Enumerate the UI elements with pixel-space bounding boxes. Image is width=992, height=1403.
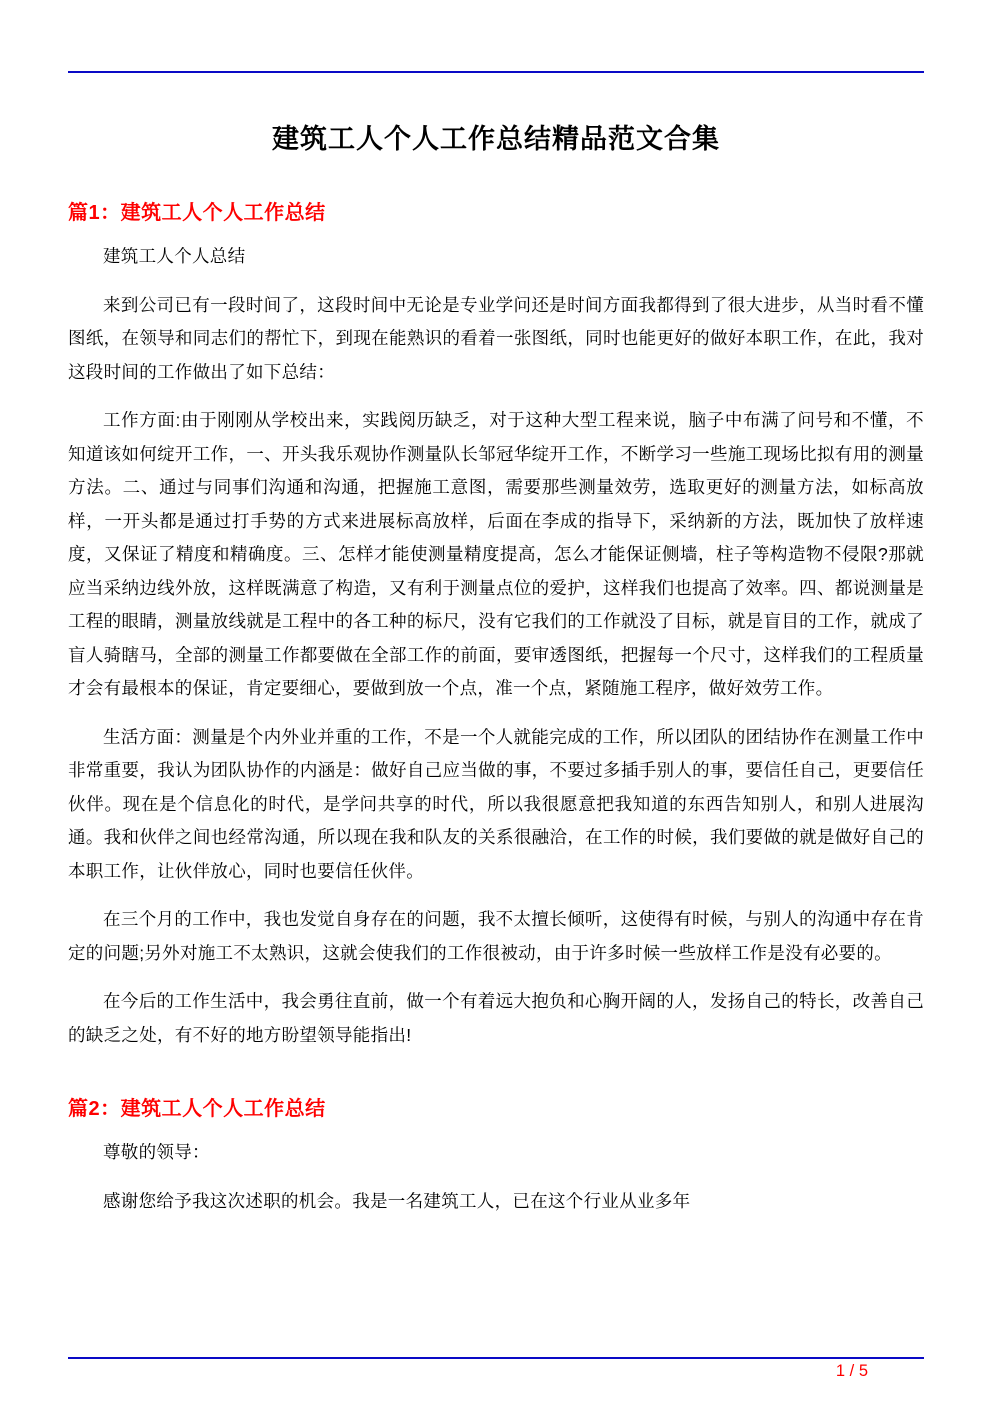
document-title: 建筑工人个人工作总结精品范文合集 bbox=[272, 124, 720, 154]
section-2 bbox=[68, 1092, 924, 1218]
paragraph: 工作方面:由于刚刚从学校出来，实践阅历缺乏，对于这种大型工程来说，脑子中布满了问号和不懂，不知道该如何绽开工作，一、开头我乐观协作测量队长邹冠华绽开工作，不断学习一些施工现场比拟有用的测量方法。二、通过与同事们沟通和沟通，把握施工意图，需要那些测量效劳，选取更好的测量方法，如标高放样，一开头都是通过打手势的方式来进展标高放样，后面在李成的指导下，采纳新的方法，既加快了放样速度，又保证了精度和精确度。三、怎样才能使测量精度提高，怎么才能保证侧墙，柱子等构造物不侵限?那就应当采纳边线外放，这样既满意了构造，又有利于测量点位的爱护，这样我们也提高了效率。四、都说测量是工程的眼睛，测量放线就是工程中的各工种的标尺，没有它我们的工作就没了目标，就是盲目的工作，就成了盲人骑瞎马，全部的测量工作都要做在全部工作的前面，要审透图纸，把握每一个尺寸，这样我们的工程质量才会有最根本的保证，肯定要细心，要做到放一个点，准一个点，紧随施工程序，做好效劳工作。 bbox=[68, 410, 924, 698]
paragraph: 生活方面：测量是个内外业并重的工作，不是一个人就能完成的工作，所以团队的团结协作在测量工作中非常重要，我认为团队协作的内涵是：做好自己应当做的事，不要过多插手别人的事，要信任自己，更要信任伙伴。现在是个信息化的时代，是学问共享的时代，所以我很愿意把我知道的东西告知别人，和别人进展沟通。我和伙伴之间也经常沟通，所以现在我和队友的关系很融洽，在工作的时候，我们要做的就是做好自己的本职工作，让伙伴放心，同时也要信任伙伴。 bbox=[68, 726, 924, 881]
paragraph: 感谢您给予我这次述职的机会。我是一名建筑工人，已在这个行业从业多年 bbox=[103, 1190, 691, 1211]
section-1 bbox=[68, 196, 924, 1052]
top-divider-rule bbox=[68, 71, 924, 73]
bottom-divider-rule bbox=[68, 1357, 924, 1359]
section-1-heading: 篇1：建筑工人个人工作总结 bbox=[68, 202, 326, 224]
paragraph: 在三个月的工作中，我也发觉自身存在的问题，我不太擅长倾听，这使得有时候，与别人的沟通中存在肯定的问题;另外对施工不太熟识，这就会使我们的工作很被动，由于许多时候一些放样工作是没有必要的。 bbox=[68, 909, 924, 963]
paragraph: 来到公司已有一段时间了，这段时间中无论是专业学问还是时间方面我都得到了很大进步，从当时看不懂图纸，在领导和同志们的帮忙下，到现在能熟识的看着一张图纸，同时也能更好的做好本职工作，在此，我对这段时间的工作做出了如下总结： bbox=[68, 294, 924, 382]
paragraph: 尊敬的领导： bbox=[103, 1142, 210, 1162]
paragraph: 在今后的工作生活中，我会勇往直前，做一个有着远大抱负和心胸开阔的人，发扬自己的特长，改善自己的缺乏之处，有不好的地方盼望领导能指出! bbox=[68, 991, 924, 1045]
page-number: 1 / 5 bbox=[835, 1362, 868, 1380]
paragraph: 建筑工人个人总结 bbox=[103, 246, 246, 266]
section-2-heading: 篇2：建筑工人个人工作总结 bbox=[68, 1098, 326, 1120]
